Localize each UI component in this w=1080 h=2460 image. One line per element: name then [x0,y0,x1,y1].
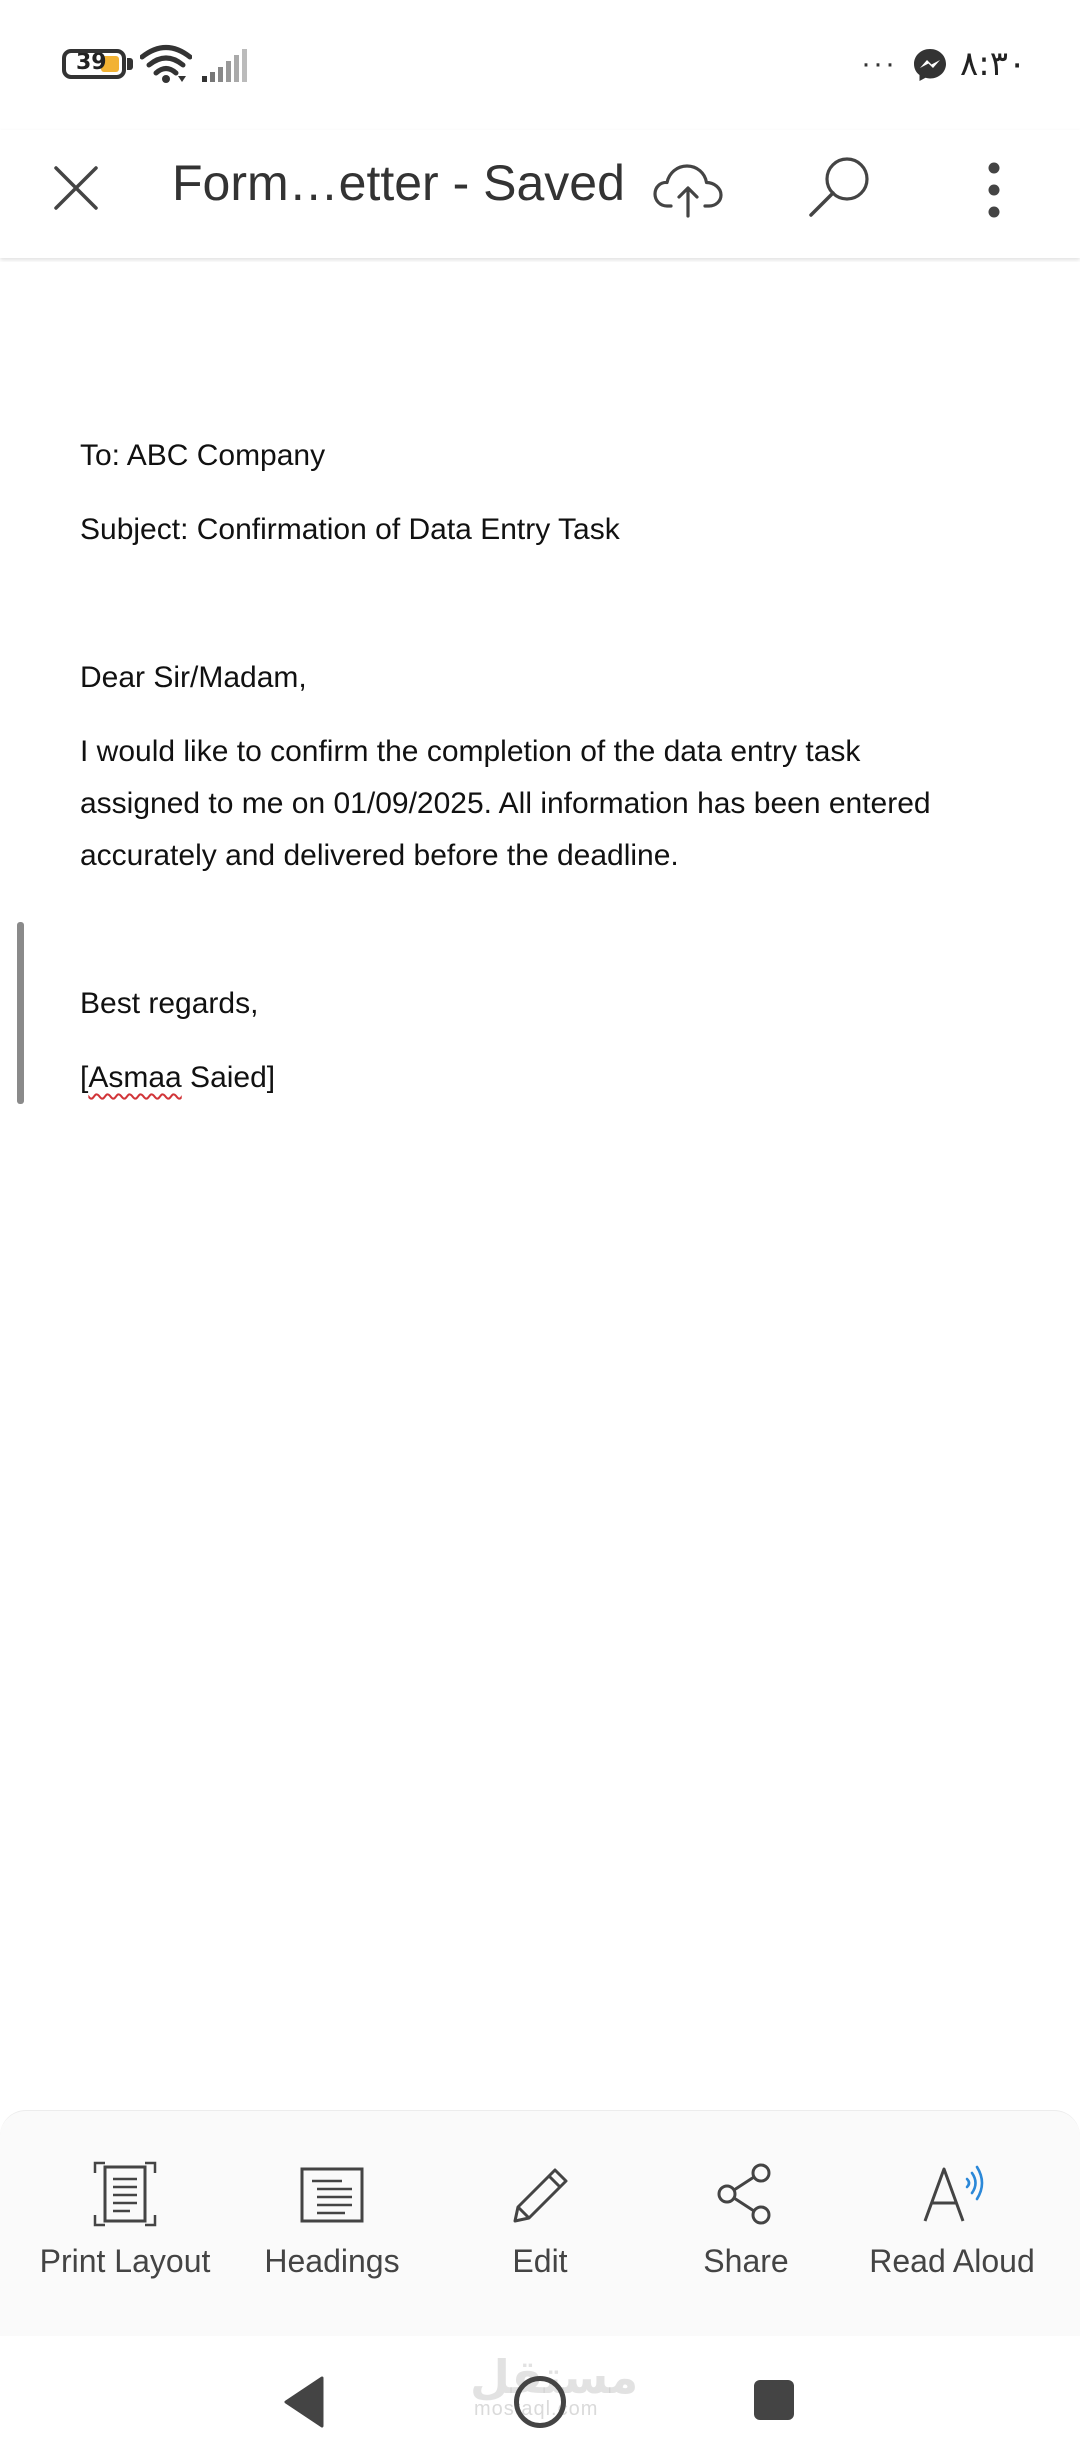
pencil-icon [505,2159,575,2229]
body-line: I would like to confirm the completion of the data entry task [80,735,861,768]
print-layout-label: Print Layout [39,2243,211,2279]
edit-button[interactable] [440,2159,640,2309]
watermark-logo: مستقل [470,2351,639,2403]
more-options-button[interactable] [962,148,1026,232]
home-icon[interactable] [514,2376,566,2428]
edit-label: Edit [512,2243,568,2279]
wifi-icon [140,44,192,84]
body-line: assigned to me on 01/09/2025. All information has been entered [80,787,931,820]
greeting-line: Dear Sir/Madam, [80,661,307,694]
share-label: Share [703,2243,789,2279]
close-icon [53,165,99,211]
headings-button[interactable] [232,2159,432,2309]
to-line: To: ABC Company [80,439,326,472]
watermark-subtext: mostaql.com [474,2398,599,2420]
print-layout-icon [90,2159,160,2229]
battery-tip [127,58,133,70]
status-bar [0,0,1080,130]
subject-line: Subject: Confirmation of Data Entry Task [80,513,620,546]
closing-line: Best regards, [80,987,259,1020]
recents-icon[interactable] [754,2380,794,2420]
messenger-icon [913,48,947,82]
signal-strength-icon [202,48,250,82]
search-button[interactable] [798,144,882,228]
battery-icon [62,49,126,79]
back-icon[interactable] [282,2376,326,2428]
signature-line [80,1061,275,1095]
more-notifications-icon: ··· [861,47,897,80]
document-canvas[interactable] [0,262,1080,2102]
scroll-indicator[interactable] [17,922,24,1104]
status-clock: ٨:٣٠ [960,44,1027,84]
headings-label: Headings [264,2243,400,2279]
bottom-toolbar [0,2110,1080,2337]
more-vertical-icon [987,162,1001,218]
share-icon [711,2159,781,2229]
read-aloud-button[interactable] [852,2159,1052,2309]
read-aloud-label: Read Aloud [869,2243,1035,2279]
cloud-upload-button[interactable] [646,148,730,232]
share-button[interactable] [646,2159,846,2309]
signature-bracket: [ [80,1061,89,1094]
battery-level: 39 [76,50,107,75]
headings-icon [297,2159,367,2229]
body-line: accurately and delivered before the deadline. [80,839,679,872]
search-icon [807,153,873,219]
signature-rest: Saied] [181,1061,276,1094]
print-layout-button[interactable] [25,2159,225,2309]
cloud-upload-icon [653,162,723,218]
system-navigation-bar [0,2336,1080,2460]
document-title[interactable]: Form…etter - Saved [172,155,625,211]
spelling-error-word[interactable]: Asmaa [88,1061,182,1094]
read-aloud-icon [917,2159,987,2229]
close-button[interactable] [40,152,112,224]
app-bar [0,130,1080,258]
